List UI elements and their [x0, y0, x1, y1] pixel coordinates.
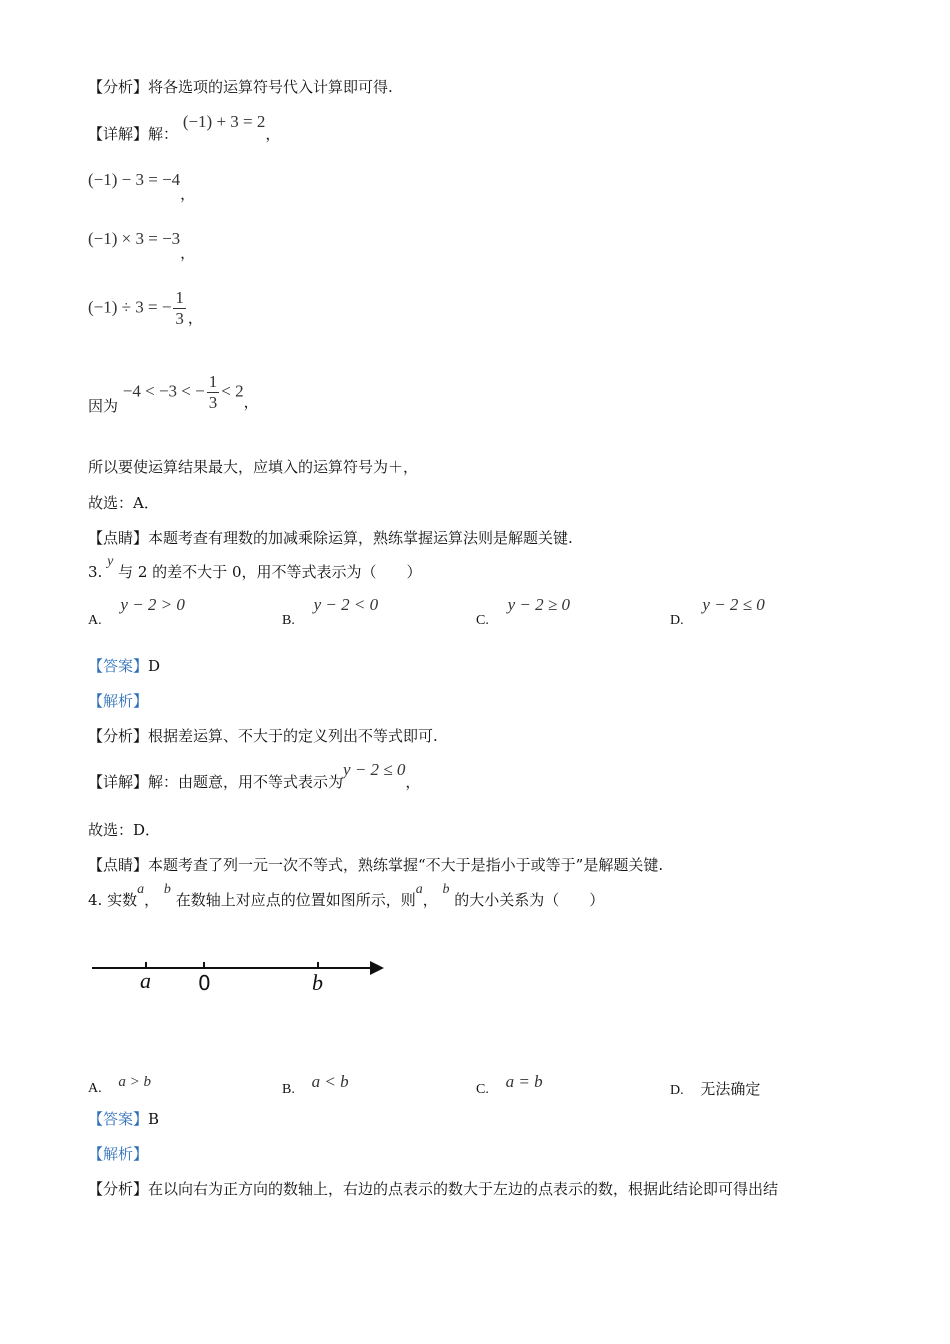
- inequality-left: −4 < −3 < −: [122, 381, 205, 401]
- stem-part-b: 在数轴上对应点的位置如图所示，则: [175, 891, 416, 909]
- variable-a: a: [137, 882, 145, 897]
- comma: ，: [422, 891, 438, 909]
- option-expression: a > b: [118, 1074, 152, 1090]
- variable-y: y: [107, 554, 114, 569]
- fraction-numerator: 1: [208, 372, 218, 391]
- label-a: a: [140, 968, 151, 993]
- detail-line: [88, 760, 421, 791]
- option-a: [88, 595, 185, 628]
- because-text: 因为: [88, 396, 119, 415]
- analysis-tag: 【分析】: [88, 727, 149, 745]
- choose-line: 故选：D．: [88, 821, 161, 839]
- stem-part-c: 的大小关系为（ ）: [454, 891, 605, 909]
- analysis-tag: 【分析】: [88, 78, 149, 96]
- equation-4: (−1) ÷ 3 = −: [88, 297, 172, 317]
- fraction-denominator: 3: [208, 393, 218, 412]
- option-expression: y − 2 ≤ 0: [702, 595, 765, 614]
- option-label: C.: [476, 1082, 489, 1097]
- inequality-right: < 2: [221, 381, 244, 401]
- analysis-text: 将各选项的运算符号代入计算即可得.: [148, 78, 393, 96]
- variable-b: b: [442, 882, 450, 897]
- arrow-icon: [370, 961, 384, 975]
- stem-part-a: 实数: [107, 891, 138, 909]
- option-label: B.: [282, 1082, 295, 1097]
- question-number: 3.: [88, 563, 103, 581]
- analysis-line: [88, 77, 393, 97]
- comment-text: 本题考查了列一元一次不等式，熟练掌握“不大于是指小于或等于”是解题关键.: [148, 856, 664, 874]
- detail-tag: 【详解】: [88, 125, 149, 143]
- choose-line: 故选：A．: [88, 494, 159, 512]
- answer-line: [88, 1109, 159, 1129]
- analysis-tag: 【分析】: [88, 1180, 149, 1198]
- equation-2: (−1) − 3 = −4: [88, 170, 181, 189]
- option-expression: a = b: [505, 1072, 543, 1091]
- conclusion-line: 所以要使运算结果最大，应填入的运算符号为＋，: [88, 458, 419, 476]
- option-b: [282, 595, 379, 628]
- comma: ，: [265, 125, 281, 143]
- equation-3: (−1) × 3 = −3: [88, 229, 181, 248]
- comma: ，: [180, 185, 196, 203]
- equation-3-line: [88, 229, 196, 262]
- analysis-text: 根据差运算、不大于的定义列出不等式即可.: [148, 727, 438, 745]
- explain-tag: 【解析】: [88, 1145, 149, 1163]
- option-label: D.: [670, 613, 684, 628]
- question-stem: 与 2 的差不大于 0，用不等式表示为（ ）: [118, 563, 422, 581]
- number-line-figure: [88, 950, 398, 1000]
- option-label: D.: [670, 1083, 684, 1098]
- explain-tag: 【解析】: [88, 692, 149, 710]
- variable-b: b: [163, 882, 171, 897]
- label-zero: 0: [198, 971, 211, 995]
- option-a: [88, 1072, 152, 1096]
- comma: ，: [243, 392, 259, 411]
- option-expression: y − 2 > 0: [120, 595, 185, 614]
- variable-a: a: [415, 882, 423, 897]
- option-expression: a < b: [311, 1072, 349, 1091]
- question-number: 4.: [88, 891, 103, 909]
- detail-line: [88, 112, 281, 143]
- option-label: A.: [88, 613, 102, 628]
- option-expression: y − 2 ≥ 0: [507, 595, 570, 614]
- equation-1: (−1) + 3 = 2: [182, 112, 266, 131]
- label-b: b: [312, 970, 323, 995]
- option-label: C.: [476, 613, 489, 628]
- question-4-stem: [88, 882, 605, 912]
- answer-value: B: [148, 1110, 160, 1128]
- option-label: A.: [88, 1081, 102, 1096]
- comment-tag: 【点睛】: [88, 529, 149, 547]
- fraction: [207, 372, 220, 413]
- option-c: [476, 1072, 543, 1097]
- fraction: [173, 288, 186, 329]
- equation-2-line: [88, 170, 196, 203]
- inequality-line: [88, 372, 259, 413]
- comma: ，: [144, 891, 160, 909]
- equation-4-line: [88, 288, 203, 329]
- comment-line: [88, 855, 663, 875]
- comma: ，: [187, 308, 203, 327]
- answer-value: D: [148, 657, 161, 675]
- option-c: [476, 595, 570, 628]
- comma: ，: [180, 244, 196, 262]
- option-b: [282, 1072, 349, 1097]
- analysis-text: 在以向右为正方向的数轴上，右边的点表示的数大于左边的点表示的数，根据此结论即可得出结: [148, 1180, 779, 1198]
- comment-text: 本题考查有理数的加减乘除运算，熟练掌握运算法则是解题关键.: [148, 529, 573, 547]
- answer-tag: 【答案】: [88, 1110, 149, 1128]
- option-label: B.: [282, 613, 295, 628]
- detail-text: 解：由题意，用不等式表示为: [148, 773, 344, 791]
- fraction-denominator: 3: [175, 309, 184, 328]
- fraction-numerator: 1: [175, 288, 184, 307]
- analysis-line: [88, 1179, 778, 1199]
- option-expression: 无法确定: [700, 1080, 761, 1098]
- comma: ，: [405, 773, 421, 791]
- answer-line: [88, 656, 160, 676]
- option-d: [670, 595, 765, 628]
- comment-tag: 【点睛】: [88, 856, 149, 874]
- detail-tag: 【详解】: [88, 773, 149, 791]
- detail-expression: y − 2 ≤ 0: [343, 760, 406, 779]
- analysis-line: [88, 726, 438, 746]
- answer-tag: 【答案】: [88, 657, 149, 675]
- detail-prefix: 解：: [148, 125, 179, 143]
- option-expression: y − 2 < 0: [313, 595, 379, 614]
- question-3-stem: [88, 554, 422, 584]
- option-d: [670, 1072, 761, 1098]
- comment-line: [88, 528, 573, 548]
